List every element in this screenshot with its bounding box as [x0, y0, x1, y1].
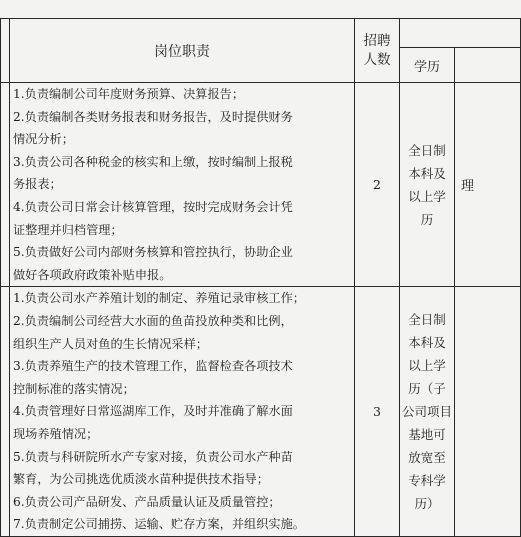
header-edge-cell: [1, 19, 10, 83]
job-table: [0, 18, 521, 537]
edu-line: 全日制: [408, 312, 446, 328]
table-row: [1, 83, 521, 287]
duty-line: 1.负责公司水产养殖计划的制定、养殖记录审核工作；: [13, 291, 305, 306]
edu-line: 历）: [414, 496, 440, 512]
edu-line: 以上学: [408, 188, 446, 204]
header-next-cell: [455, 48, 521, 83]
duty-line: 1.负责编制公司年度财务预算、决算报告；: [13, 87, 245, 101]
next-column-cell: 理: [455, 83, 521, 287]
duty-line: 5.负责与科研院所水产专家对接，负责公司水产种苗: [13, 449, 293, 464]
duty-line: 3.负责养殖生产的技术管理工作，监督检查各项技术: [13, 359, 293, 374]
duty-line: 证整理并归档管理；: [13, 222, 123, 237]
edu-line: 以上学: [408, 358, 446, 374]
table-row: [1, 287, 521, 537]
count-cell: 3: [355, 287, 400, 537]
duty-line: 繁育，为公司挑选优质淡水苗种提供技术指导；: [13, 472, 269, 487]
header-requirements-group: [400, 19, 521, 48]
duty-line: 2.负责编制各类财务报表和财务报告，及时提供财务: [13, 109, 293, 124]
duty-line: 6.负责公司产品研发、产品质量认证及质量管控；: [13, 494, 281, 509]
duty-line: 做好各项政府政策补贴申报。: [13, 267, 172, 282]
duty-line: 组织生产人员对鱼的生长情况采样；: [13, 336, 208, 351]
edu-line: 历: [420, 211, 434, 227]
duty-line: 2.负责编制公司经营大水面的鱼苗投放种类和比例，: [13, 313, 293, 328]
edu-cell: [400, 287, 455, 537]
count-cell: 2: [355, 83, 400, 287]
duties-cell: [10, 287, 355, 537]
edu-line: 公司项目: [401, 404, 452, 420]
next-column-cell: [455, 287, 521, 537]
duty-line: 情况分析；: [13, 132, 74, 147]
duty-line: 控制标准的落实情况；: [13, 381, 135, 396]
duty-line: 现场养殖情况；: [13, 426, 99, 441]
edu-line: 本科及: [408, 165, 446, 181]
header-count: [355, 19, 400, 83]
header-count-line-2: 人数: [363, 51, 391, 68]
duty-line: 7.负责制定公司捕捞、运输、贮存方案，并组织实施。: [13, 517, 305, 532]
duty-line: 4.负责公司日常会计核算管理，按时完成财务会计凭: [13, 199, 293, 214]
edu-line: 基地可: [408, 427, 446, 443]
edu-line: 全日制: [408, 142, 446, 158]
duty-line: 5.负责做好公司内部财务核算和管控执行，协助企业: [13, 245, 293, 260]
edu-cell: [400, 83, 455, 287]
row-edge-cell: [1, 287, 10, 537]
edu-line: 本科及: [408, 335, 446, 351]
duties-cell: [10, 83, 355, 287]
edu-line: 专科学: [408, 473, 446, 489]
header-row-top: [1, 19, 521, 48]
edu-line: 历（子: [408, 381, 446, 397]
duty-line: 3.负责公司各种税金的核实和上缴，按时编制上报税: [13, 154, 293, 169]
duty-line: 4.负责管理好日常巡湖库工作，及时并准确了解水面: [13, 404, 293, 419]
header-duties: 岗位职责: [10, 19, 355, 83]
row-edge-cell: [1, 83, 10, 287]
edu-line: 放宽至: [408, 450, 446, 466]
duty-line: 务报表；: [13, 177, 62, 192]
header-count-line-1: 招聘: [363, 32, 391, 49]
header-edu: 学历: [400, 48, 455, 83]
